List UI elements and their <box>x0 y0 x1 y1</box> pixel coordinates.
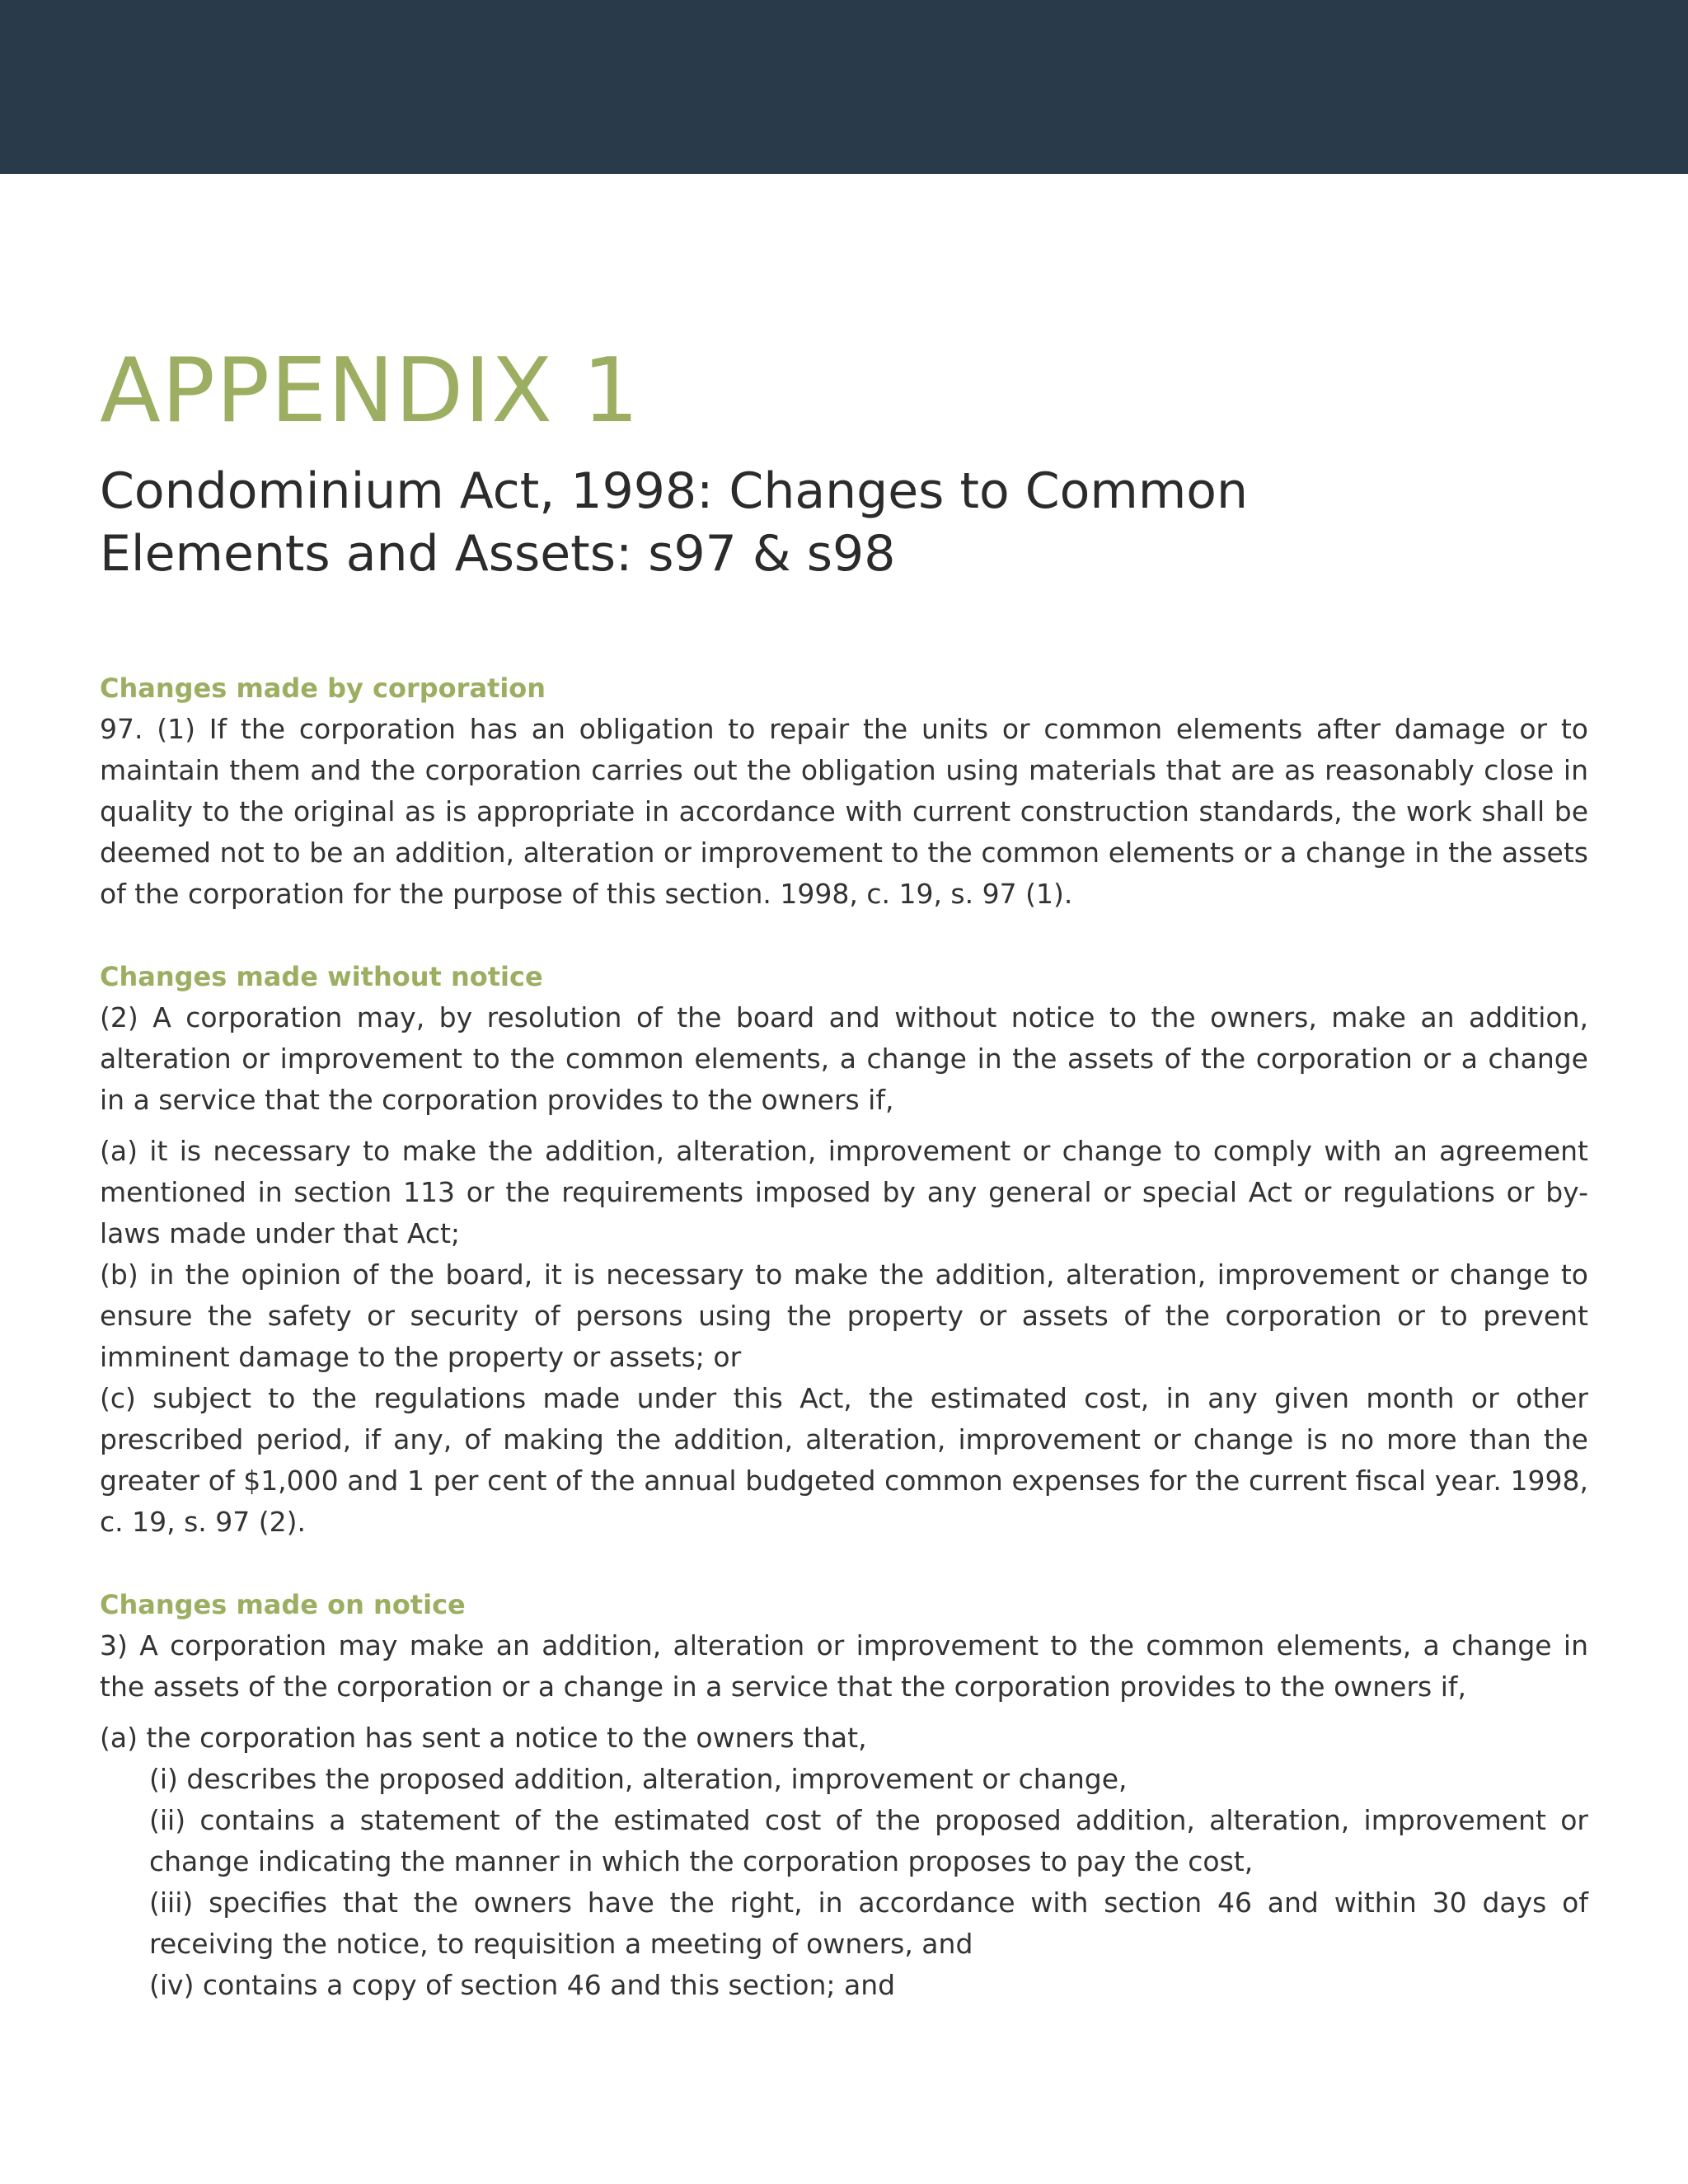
section-heading: Changes made without notice <box>100 961 543 992</box>
section-changes-without-notice <box>100 956 1588 1543</box>
section-heading: Changes made on notice <box>100 1589 466 1620</box>
sub-list-item: (iii) specifies that the owners have the right, in accordance with section 46 and within 30 days of receiving the notice, to requisition a meeting of owners, and <box>149 1886 1588 1960</box>
header-band <box>0 0 1688 174</box>
section-changes-on-notice <box>100 1584 1588 2006</box>
list-item: (c) subject to the regulations made under this Act, the estimated cost, in any given month or other prescribed period, if any, of making the addition, alteration, improvement or change is no more than the greater of $1,000 and 1 per cent of the annual budgeted common expenses for the current fiscal year. 1998, c. 19, s. 97 (2). <box>100 1382 1588 1538</box>
list-item: (b) in the opinion of the board, it is necessary to make the addition, alteration, improvement or change to ensure the safety or security of persons using the property or assets of the corporation or to prevent imminent damage to the property or assets; or <box>100 1258 1588 1373</box>
section-heading: Changes made by corporation <box>100 673 546 704</box>
section-changes-by-corporation <box>100 668 1588 915</box>
list-item: (a) it is necessary to make the addition, alteration, improvement or change to comply with an agreement mentioned in section 113 or the requirements imposed by any general or special Act or regulations or by-laws made under that Act; <box>100 1135 1588 1249</box>
sub-list-item: (i) describes the proposed addition, alteration, improvement or change, <box>149 1763 1128 1795</box>
list-item: (a) the corporation has sent a notice to the owners that, <box>100 1722 867 1754</box>
sub-list-item: (iv) contains a copy of section 46 and this section; and <box>149 1969 896 2001</box>
section-paragraph: 97. (1) If the corporation has an obligation to repair the units or common elements after damage or to maintain them and the corporation carries out the obligation using materials that are as reasonably close in quality to the original as is appropriate in accordance with current construction standards, the work shall be deemed not to be an addition, alteration or improvement to the common elements or a change in the assets of the corporation for the purpose of this section. 1998, c. 19, s. 97 (1). <box>100 713 1588 910</box>
document-subtitle: Condominium Act, 1998: Changes to Common Elements and Assets: s97 & s98 <box>100 462 1249 583</box>
appendix-title: APPENDIX 1 <box>100 340 640 443</box>
section-intro: 3) A corporation may make an addition, alteration or improvement to the common elements, a change in the assets of the corporation or a change in a service that the corporation provides to the owners if, <box>100 1629 1588 1703</box>
section-intro: (2) A corporation may, by resolution of the board and without notice to the owners, make an addition, alteration or improvement to the common elements, a change in the assets of the corporation or a change in a service that the corporation provides to the owners if, <box>100 1001 1588 1116</box>
document-body <box>100 338 1588 2006</box>
sub-list-item: (ii) contains a statement of the estimated cost of the proposed addition, alteration, improvement or change indicating the manner in which the corporation proposes to pay the cost, <box>149 1804 1588 1877</box>
